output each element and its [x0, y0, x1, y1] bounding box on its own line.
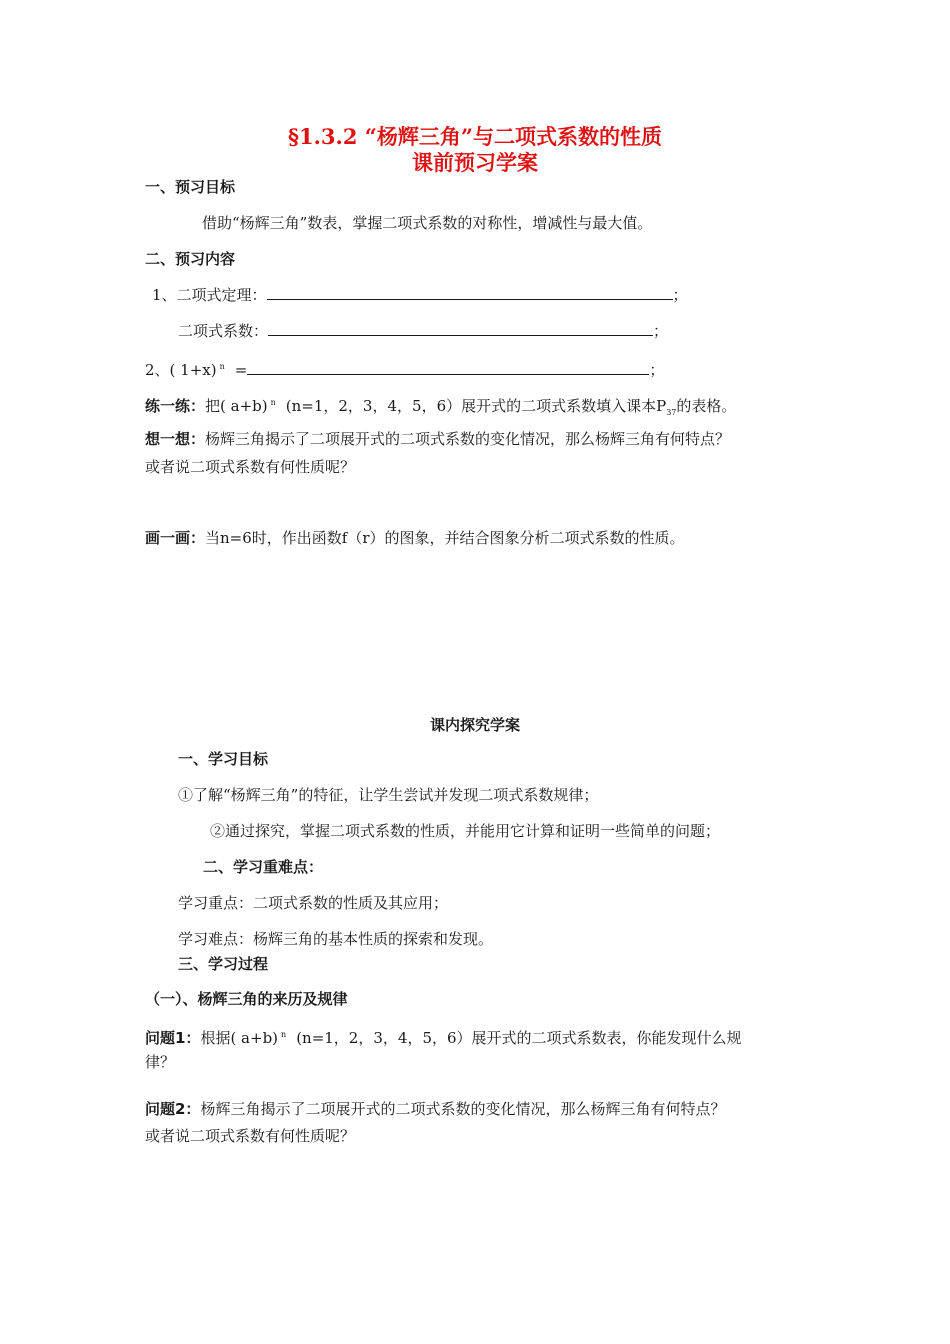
class-heading: 课内探究学案	[429, 716, 520, 734]
think-text-1: 杨辉三角揭示了二项展开式的二项式系数的变化情况，那么杨辉三角有何特点？	[205, 430, 731, 448]
fill-blank-3[interactable]	[247, 362, 649, 375]
question-2-line	[145, 1100, 725, 1118]
preview-goal-text: 借助“杨辉三角”数表，掌握二项式系数的对称性，增减性与最大值。	[202, 214, 653, 232]
class-goal-1: ①了解“杨辉三角”的特征，让学生尝试并发现二项式系数规律；	[178, 786, 599, 804]
fill-blank-1[interactable]	[267, 287, 673, 300]
class-goal-2: ②通过探究，掌握二项式系数的性质，并能用它计算和证明一些简单的问题；	[210, 822, 721, 840]
practice-label: 练一练：	[145, 397, 206, 415]
process-subheading: （一）、杨辉三角的来历及规律	[145, 990, 348, 1008]
think-line-1	[145, 430, 730, 448]
item-binomial-coefficient	[178, 322, 668, 340]
preview-goal-heading: 一、预习目标	[145, 178, 236, 196]
practice-text-a: 把( a+b)	[205, 397, 268, 415]
exponent-n: n	[219, 362, 225, 371]
draw-label: 画一画：	[145, 529, 206, 547]
question-2-text-1: 杨辉三角揭示了二项展开式的二项式系数的变化情况，那么杨辉三角有何特点？	[200, 1100, 726, 1118]
key-point-text: 学习重点：二项式系数的性质及其应用；	[178, 894, 449, 912]
question-1-label: 问题1：	[145, 1029, 201, 1047]
item-binomial-theorem-end: ；	[672, 286, 688, 304]
fill-blank-2[interactable]	[268, 323, 653, 336]
question-1-exponent: n	[281, 1030, 287, 1039]
question-1-text-a: 根据( a+b)	[200, 1029, 279, 1047]
question-2-text-2: 或者说二项式系数有何性质呢？	[145, 1127, 356, 1145]
class-goal-heading: 一、学习目标	[178, 750, 269, 768]
item-binomial-theorem-label: 1、二项式定理：	[152, 286, 267, 304]
think-label: 想一想：	[145, 430, 206, 448]
document-subtitle: 课前预习学案	[412, 150, 538, 175]
item-binomial-theorem	[152, 286, 688, 304]
think-text-2: 或者说二项式系数有何性质呢？	[145, 458, 356, 476]
hard-point-text: 学习难点：杨辉三角的基本性质的探索和发现。	[178, 930, 494, 948]
item-expansion-label: 2、( 1+x)	[145, 361, 217, 379]
practice-exponent: n	[270, 398, 276, 407]
document-title: §1.3.2 “杨辉三角”与二项式系数的性质	[288, 124, 662, 149]
process-heading: 三、学习过程	[178, 955, 269, 973]
key-points-heading: 二、学习重难点：	[203, 858, 324, 876]
item-binomial-coefficient-end: ；	[653, 322, 669, 340]
item-expansion	[145, 358, 664, 379]
practice-page-number: 37	[666, 408, 677, 417]
item-expansion-end: ；	[649, 361, 665, 379]
practice-line	[145, 394, 736, 422]
item-binomial-coefficient-label: 二项式系数：	[178, 322, 269, 340]
draw-line	[145, 529, 685, 547]
question-1-text-c: 律？	[145, 1053, 176, 1071]
draw-text: 当n=6时，作出函数f（r）的图象，并结合图象分析二项式系数的性质。	[205, 529, 685, 547]
preview-content-heading: 二、预习内容	[145, 250, 236, 268]
question-1-text-b: (n=1，2，3，4，5，6）展开式的二项式系数表，你能发现什么规	[296, 1029, 742, 1047]
question-1-line	[145, 1026, 742, 1047]
practice-text-b: (n=1，2，3，4，5，6）展开式的二项式系数填入课本P	[285, 397, 667, 415]
question-2-label: 问题2：	[145, 1100, 201, 1118]
practice-text-c: 的表格。	[676, 397, 737, 415]
item-expansion-eq: =	[234, 361, 248, 379]
